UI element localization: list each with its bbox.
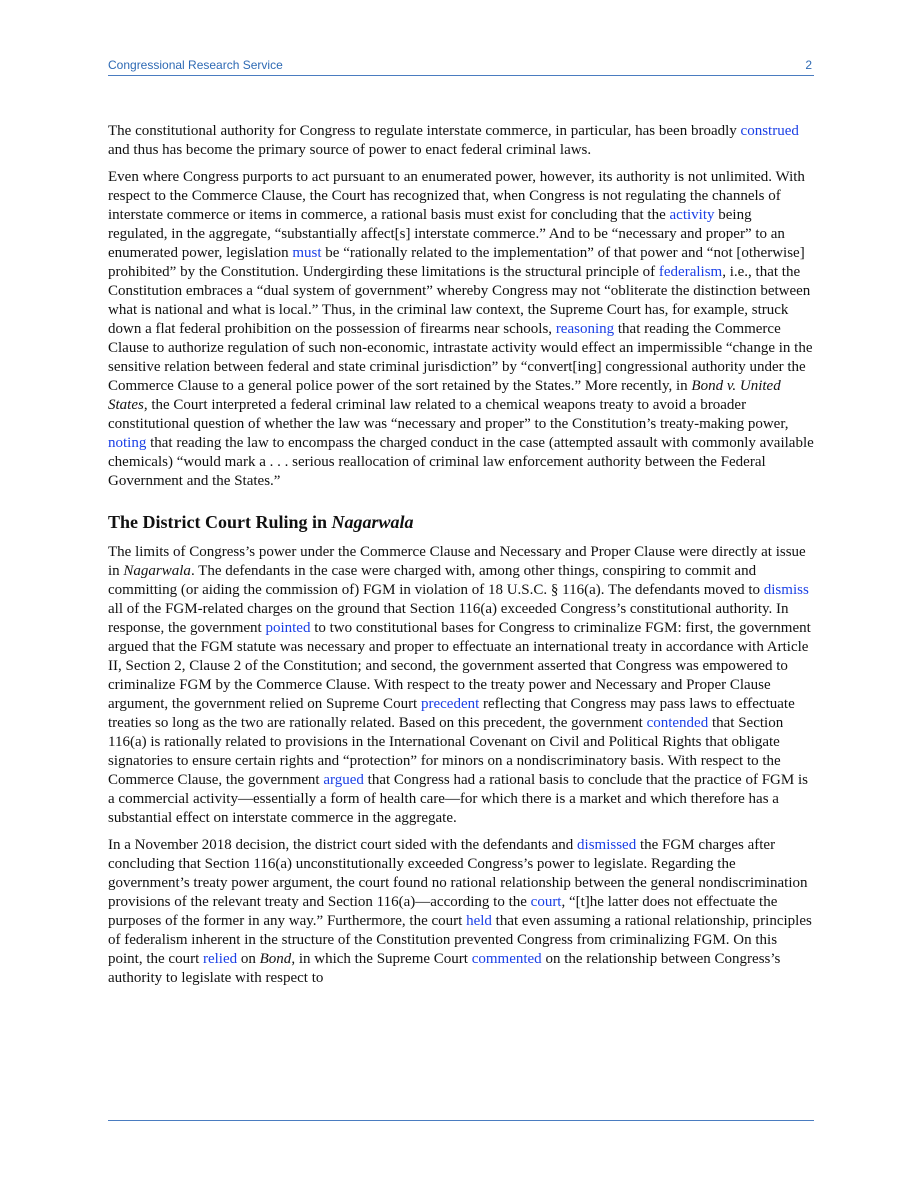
- link-construed[interactable]: construed: [740, 123, 799, 139]
- footer-divider: [108, 1120, 814, 1121]
- link-court[interactable]: court: [530, 894, 562, 910]
- case-name-bond-v-united-states: Bond v. United States: [108, 378, 781, 413]
- document-body: [108, 122, 814, 996]
- paragraph-2: Even where Congress purports to act pursuant to an enumerated power, however, its authority is not unlimited. With respect to the Commerce Clause, the Court has recognized that, when Congress is not regulating the channels of interstate commerce or items in commerce, a rational basis must exist for concluding that the activity being regulated, in the aggregate, “substantially affect[s] interstate commerce.” And to be “necessary and proper” to an enumerated power, legislation must be “rationally related to the implementation” of that power and “not [otherwise] prohibited” by the Constitution. Undergirding these limitations is the structural principle of federalism, i.e., that the Constitution embraces a “dual system of government” whereby Congress may not “obliterate the distinction between what is national and what is local.” Thus, in the criminal law context, the Supreme Court has, for example, struck down a flat federal prohibition on the possession of firearms near schools, reasoning that reading the Commerce Clause to authorize regulation of such non-economic, intrastate activity would effect an impermissible “change in the sensitive relation between federal and state criminal jurisdiction” by “convert[ing] congressional authority under the Commerce Clause to a general police power of the sort retained by the States.” More recently, in Bond v. United States, the Court interpreted a federal criminal law related to a chemical weapons treaty to avoid a broader constitutional question of whether the law was “necessary and proper” to the Constitution’s treaty-making power, noting that reading the law to encompass the charged conduct in the case (attempted assault with commonly available chemicals) “would mark a . . . serious reallocation of criminal law enforcement authority between the Federal Government and the States.”: [108, 169, 814, 489]
- link-precedent[interactable]: precedent: [420, 696, 480, 712]
- link-argued[interactable]: argued: [323, 772, 364, 788]
- page-header: [108, 58, 814, 76]
- header-org: Congressional Research Service: [108, 58, 283, 72]
- link-activity[interactable]: activity: [669, 207, 715, 223]
- link-commented[interactable]: commented: [471, 951, 542, 967]
- link-federalism[interactable]: federalism: [658, 264, 723, 280]
- link-held[interactable]: held: [466, 913, 492, 929]
- case-name-bond: Bond: [259, 951, 292, 967]
- case-name-nagarwala: Nagarwala: [123, 563, 191, 579]
- paragraph-3: The limits of Congress’s power under the Commerce Clause and Necessary and Proper Clause were directly at issue in Nagarwala. The defendants in the case were charged with, among other things, conspiring to commit and committing (or aiding the commission of) FGM in violation of 18 U.S.C. § 116(a). The defendants moved to dismiss all of the FGM-related charges on the ground that Section 116(a) exceeded Congress’s constitutional authority. In response, the government pointed to two constitutional bases for Congress to criminalize FGM: first, the government argued that the FGM statute was necessary and proper to effectuate an international treaty in accordance with Article II, Section 2, Clause 2 of the Constitution; and second, the government asserted that Congress was empowered to criminalize FGM by the Commerce Clause. With respect to the treaty power and Necessary and Proper Clause argument, the government relied on Supreme Court precedent reflecting that Congress may pass laws to effectuate treaties so long as the two are rationally related. Based on this precedent, the government contended that Section 116(a) is rationally related to provisions in the International Covenant on Civil and Political Rights that obligate signatories to ensure certain rights and “protection” for minors on a nondiscriminatory basis. With respect to the Commerce Clause, the government argued that Congress had a rational basis to conclude that the practice of FGM is a commercial activity—essentially a form of health care—for which there is a market and which therefore has a substantial effect on interstate commerce in the aggregate.: [108, 544, 811, 826]
- link-reasoning[interactable]: reasoning: [555, 321, 615, 337]
- link-must[interactable]: must: [292, 245, 322, 261]
- link-relied[interactable]: relied: [202, 951, 238, 967]
- paragraph-4: In a November 2018 decision, the district court sided with the defendants and dismissed the FGM charges after concluding that Section 116(a) unconstitutionally exceeded Congress’s power to legislate. Regarding the government’s treaty power argument, the court found no rational relationship between the general nondiscrimination provisions of the relevant treaty and Section 116(a)—according to the court, “[t]he latter does not effectuate the purposes of the former in any way.” Furthermore, the court held that even assuming a rational relationship, principles of federalism inherent in the structure of the Constitution prevented Congress from criminalizing FGM. On this point, the court relied on Bond, in which the Supreme Court commented on the relationship between Congress’s authority to legislate with respect to: [108, 837, 812, 986]
- page-number: 2: [805, 58, 812, 72]
- link-contended[interactable]: contended: [646, 715, 709, 731]
- link-pointed[interactable]: pointed: [265, 620, 311, 636]
- section-heading: The District Court Ruling in Nagarwala: [108, 512, 414, 532]
- link-noting[interactable]: noting: [108, 435, 147, 451]
- paragraph-1: The constitutional authority for Congress to regulate interstate commerce, in particular, has been broadly construed and thus has become the primary source of power to enact federal criminal laws.: [108, 123, 799, 158]
- link-dismiss[interactable]: dismiss: [763, 582, 809, 598]
- link-dismissed[interactable]: dismissed: [577, 837, 637, 853]
